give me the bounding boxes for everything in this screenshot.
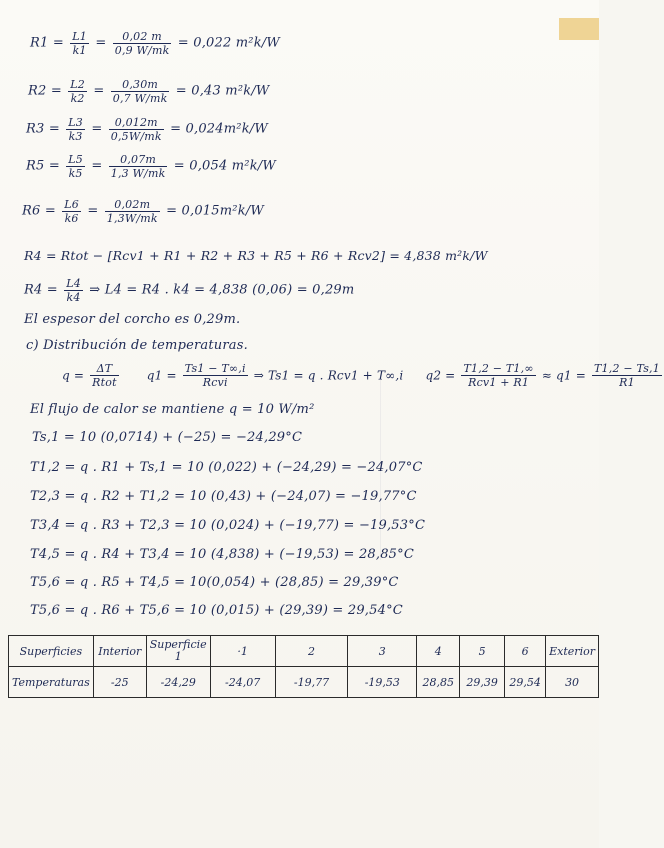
- table-cell: -25: [93, 667, 146, 698]
- numerator: L4: [66, 277, 81, 290]
- denominator: k4: [66, 291, 81, 304]
- numerator: 0,012m: [109, 116, 164, 130]
- fraction-values: [109, 116, 164, 143]
- fraction-values: [111, 78, 170, 105]
- numerator: 0,02m: [105, 198, 160, 212]
- section-c-heading: c) Distribución de temperaturas.: [26, 338, 248, 353]
- result: ⇒ L4 = R4 . k4 = 4,838 (0,06) = 0,29m: [89, 282, 355, 298]
- fraction-values: [105, 198, 160, 225]
- r4-total-equation: R4 = Rtot − [Rcv1 + R1 + R2 + R3 + R5 + R6 + Rcv2] = 4,838 m²k/W: [24, 248, 488, 263]
- numerator: L1: [72, 30, 87, 43]
- numerator: 0,07m: [109, 153, 168, 167]
- equals: =: [91, 158, 103, 174]
- numerator: T1,2 − T1,∞: [463, 362, 534, 375]
- fraction-q1: [183, 362, 248, 389]
- equals: =: [93, 83, 105, 99]
- espesor-statement: El espesor del corcho es 0,29m.: [24, 312, 241, 327]
- numerator: ΔT: [90, 362, 119, 376]
- result: = 0,022 m²k/W: [177, 35, 280, 51]
- flux-statement: El flujo de calor se mantiene q = 10 W/m²: [30, 402, 315, 417]
- table-cell: 30: [546, 667, 599, 698]
- fraction-l-over-k: [66, 153, 85, 180]
- table-cell: Temperaturas: [9, 667, 94, 698]
- denominator: k1: [72, 44, 87, 57]
- resistance-r5: [26, 153, 276, 180]
- result: = 0,054 m²k/W: [173, 158, 276, 174]
- lhs: R3: [26, 121, 45, 137]
- denominator: 0,7 W/mk: [112, 92, 168, 105]
- temp-line: T1,2 = q . R1 + Ts,1 = 10 (0,022) + (−24,29) = −24,07°C: [30, 460, 423, 475]
- denominator: k2: [70, 92, 85, 105]
- table-cell: Interior: [93, 636, 146, 667]
- table-cell: 5: [460, 636, 505, 667]
- resistance-r6: [22, 198, 264, 225]
- r4-fraction-equation: [24, 277, 354, 304]
- temp-line: T4,5 = q . R4 + T3,4 = 10 (4,838) + (−19,53) = 28,85°C: [30, 547, 415, 562]
- fraction-q1b: [592, 362, 662, 389]
- temp-line: T2,3 = q . R2 + T1,2 = 10 (0,43) + (−24,07) = −19,77°C: [30, 489, 417, 504]
- temperature-table: [8, 635, 599, 698]
- fraction-q: [90, 362, 119, 389]
- q1-lhs: q1 =: [146, 368, 177, 383]
- temp-line: T5,6 = q . R6 + T5,6 = 10 (0,015) + (29,39) = 29,54°C: [30, 603, 403, 618]
- denominator: 0,9 W/mk: [114, 44, 170, 57]
- denominator: Rtot: [92, 376, 117, 389]
- q1-result: ⇒ Ts1 = q . Rcv1 + T∞,i: [253, 368, 404, 383]
- fraction-l4-over-k4: [64, 277, 83, 304]
- equals: =: [91, 121, 103, 137]
- q1b-lhs: q1 =: [556, 368, 586, 383]
- resistance-r1: [30, 30, 280, 57]
- table-cell: 29,54: [505, 667, 546, 698]
- paper-corner-tab: [559, 18, 599, 40]
- denominator: 1,3 W/mk: [110, 167, 166, 180]
- equals: =: [44, 203, 56, 219]
- denominator: 1,3W/mk: [106, 212, 158, 225]
- numerator: L6: [64, 198, 79, 211]
- lhs: R6: [22, 203, 41, 219]
- fraction-l-over-k: [62, 198, 81, 225]
- table-cell: Superficies: [9, 636, 94, 667]
- numerator: 0,02 m: [113, 30, 172, 44]
- q-lhs: q =: [62, 368, 85, 383]
- fraction-l-over-k: [66, 116, 85, 143]
- equals: =: [95, 35, 107, 51]
- denominator: k5: [68, 167, 83, 180]
- table-cell: ·1: [210, 636, 275, 667]
- denominator: R1: [619, 376, 635, 389]
- table-cell: 29,39: [460, 667, 505, 698]
- table-header-row: [9, 636, 599, 667]
- table-cell: -19,53: [348, 667, 417, 698]
- fraction-values: [109, 153, 168, 180]
- lhs: R5: [26, 158, 45, 174]
- equals: =: [48, 158, 60, 174]
- table-cell: -24,07: [210, 667, 275, 698]
- equals: =: [48, 121, 60, 137]
- table-row: [9, 667, 599, 698]
- table-cell: -24,29: [146, 667, 210, 698]
- numerator: Ts1 − T∞,i: [184, 362, 246, 375]
- table-cell: 4: [417, 636, 460, 667]
- fraction-l-over-k: [70, 30, 89, 57]
- denominator: k6: [64, 212, 79, 225]
- denominator: 0,5W/mk: [110, 130, 162, 143]
- result: = 0,015m²k/W: [166, 203, 264, 219]
- fraction-q2: [461, 362, 535, 389]
- numerator: L5: [68, 153, 83, 166]
- resistance-r2: [28, 78, 269, 105]
- temp-line: T3,4 = q . R3 + T2,3 = 10 (0,024) + (−19,77) = −19,53°C: [30, 518, 426, 533]
- numerator: 0,30m: [111, 78, 170, 92]
- numerator: L3: [68, 116, 83, 129]
- equals: =: [52, 35, 64, 51]
- lhs: R2: [28, 83, 47, 99]
- q2-lhs: q2 =: [425, 368, 456, 383]
- lhs: R1: [30, 35, 49, 51]
- denominator: Rcvi: [202, 376, 228, 389]
- result: = 0,024m²k/W: [170, 121, 268, 137]
- numerator: L2: [70, 78, 85, 91]
- table-cell: Superficie 1: [146, 636, 210, 667]
- q-formulas: [62, 362, 664, 389]
- table-cell: 28,85: [417, 667, 460, 698]
- approx-symbol: ≈: [541, 368, 552, 383]
- numerator: T1,2 − Ts,1: [594, 362, 660, 375]
- denominator: Rcv1 + R1: [468, 376, 530, 389]
- table-cell: -19,77: [275, 667, 348, 698]
- equals: =: [50, 83, 62, 99]
- fraction-l-over-k: [68, 78, 87, 105]
- fraction-values: [113, 30, 172, 57]
- result: = 0,43 m²k/W: [175, 83, 270, 99]
- denominator: k3: [68, 130, 83, 143]
- table-cell: Exterior: [546, 636, 599, 667]
- temp-line: T5,6 = q . R5 + T4,5 = 10(0,054) + (28,85) = 29,39°C: [30, 575, 399, 590]
- table-cell: 2: [275, 636, 348, 667]
- table-cell: 3: [348, 636, 417, 667]
- equals: =: [87, 203, 99, 219]
- temp-line: Ts,1 = 10 (0,0714) + (−25) = −24,29°C: [32, 430, 303, 445]
- lhs: R4 =: [24, 282, 58, 298]
- table-cell: 6: [505, 636, 546, 667]
- resistance-r3: [26, 116, 268, 143]
